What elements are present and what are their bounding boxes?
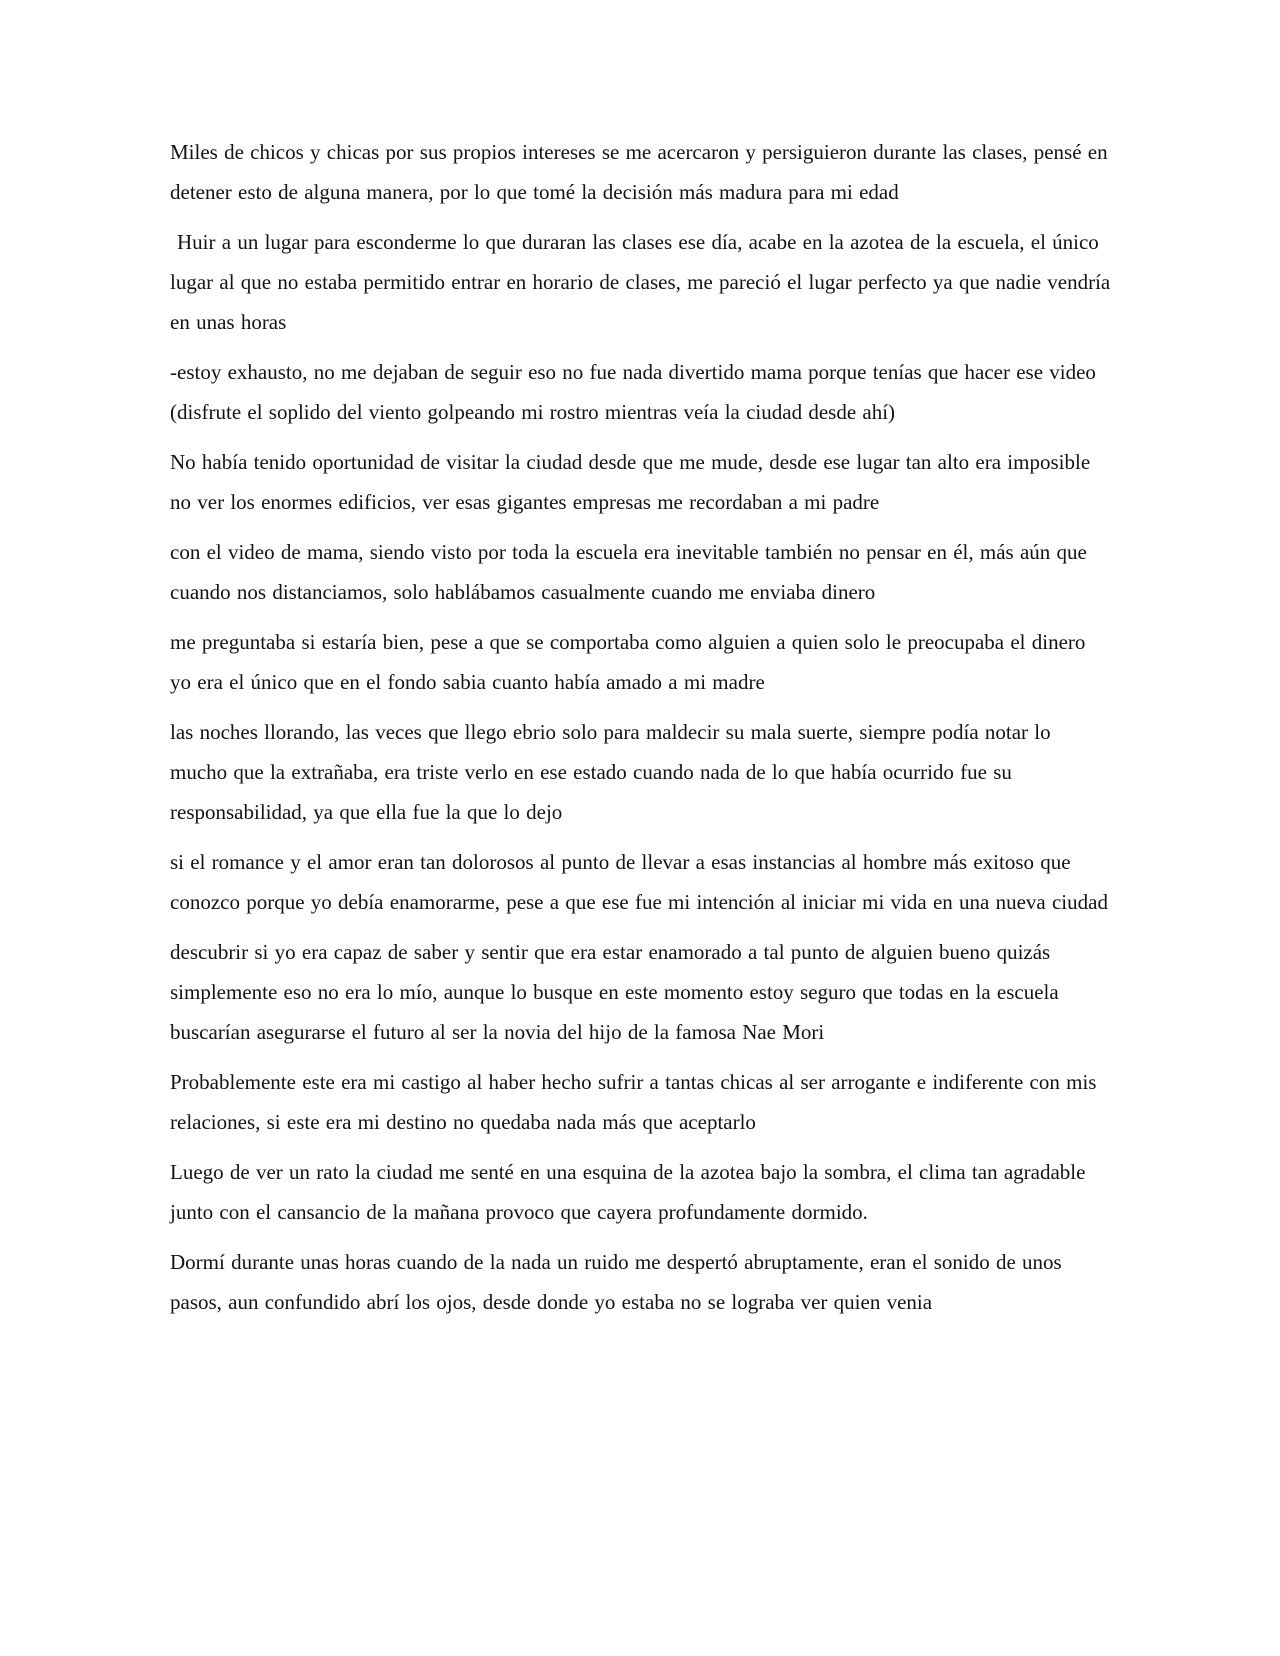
paragraph: con el video de mama, siendo visto por toda la escuela era inevitable también no pensar en él, más aún que cuando nos distanciamos, solo hablábamos casualmente cuando me enviaba dinero — [170, 540, 1087, 604]
paragraph: Dormí durante unas horas cuando de la nada un ruido me despertó abruptamente, eran el sonido de unos pasos, aun confundido abrí los ojos, desde donde yo estaba no se lograba ver quien venia — [170, 1250, 1062, 1314]
paragraph: si el romance y el amor eran tan dolorosos al punto de llevar a esas instancias al hombre más exitoso que conozco porque yo debía enamorarme, pese a que ese fue mi intención al iniciar mi vida en una nueva ciudad — [170, 850, 1108, 914]
paragraph: Luego de ver un rato la ciudad me senté en una esquina de la azotea bajo la sombra, el clima tan agradable junto con el cansancio de la mañana provoco que cayera profundamente dormido. — [170, 1160, 1086, 1224]
paragraph: No había tenido oportunidad de visitar la ciudad desde que me mude, desde ese lugar tan alto era imposible no ver los enormes edificios, ver esas gigantes empresas me recordaban a mi padre — [170, 450, 1091, 514]
paragraph: me preguntaba si estaría bien, pese a que se comportaba como alguien a quien solo le preocupaba el dinero yo era el único que en el fondo sabia cuanto había amado a mi madre — [170, 630, 1086, 694]
paragraph: Probablemente este era mi castigo al haber hecho sufrir a tantas chicas al ser arrogante e indiferente con mis relaciones, si este era mi destino no quedaba nada más que aceptarlo — [170, 1070, 1097, 1134]
paragraph: Miles de chicos y chicas por sus propios intereses se me acercaron y persiguieron durante las clases, pensé en detener esto de alguna manera, por lo que tomé la decisión más madura para mi edad — [170, 140, 1108, 204]
paragraph: -estoy exhausto, no me dejaban de seguir eso no fue nada divertido mama porque tenías que hacer ese video (disfrute el soplido del viento golpeando mi rostro mientras veía la ciudad desde ahí) — [170, 360, 1096, 424]
paragraph: descubrir si yo era capaz de saber y sentir que era estar enamorado a tal punto de alguien bueno quizás simplemente eso no era lo mío, aunque lo busque en este momento estoy seguro que todas en la escuela buscarían asegurarse el futuro al ser la novia del hijo de la famosa Nae Mori — [170, 940, 1059, 1044]
paragraph: Huir a un lugar para esconderme lo que duraran las clases ese día, acabe en la azotea de la escuela, el único lugar al que no estaba permitido entrar en horario de clases, me pareció el lugar perfecto ya que nadie vendría en unas horas — [170, 230, 1111, 334]
paragraph: las noches llorando, las veces que llego ebrio solo para maldecir su mala suerte, siempre podía notar lo mucho que la extrañaba, era triste verlo en ese estado cuando nada de lo que había ocurrido fue su responsabilidad, ya que ella fue la que lo dejo — [170, 720, 1051, 824]
